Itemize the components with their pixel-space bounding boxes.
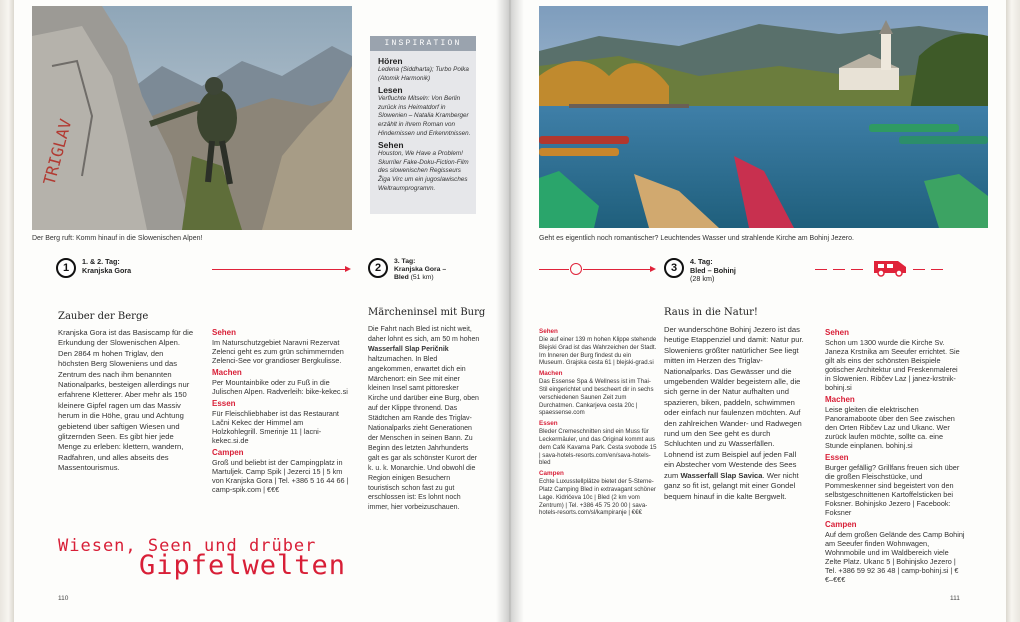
tip-11-head: Essen (825, 453, 849, 462)
page-number-right: 111 (950, 595, 960, 602)
route-dash-2 (833, 269, 845, 270)
inspiration-text-listen: Ledena (Siddharta); Turbo Polka (Atomik Harmonik) (378, 66, 469, 82)
tip-2-head: Machen (212, 368, 242, 377)
route-line-1 (212, 269, 346, 270)
tour-2-route: Kranjska Gora – (394, 266, 447, 273)
tip-7-text: Bleder Cremeschnitten sind ein Muss für Leckermäuler, und das Original kommt aus dem Café Kavarna Park. Cesta svobode 15 | sava-hotels-resorts.com/en/sava-hotels-bled (539, 428, 657, 467)
tip-6-text: Das Essense Spa & Wellness ist im Thai-Stil eingerichtet und bescheert dir in sechs verschiedenen Saunen Zeit zum Durchatmen. Cankarjeva cesta 20c | spaessense.com (539, 378, 654, 417)
tip-6-head: Machen (539, 370, 563, 378)
tip-10-text: Leise gleiten die elektrischen Panoramaboote über den See zwischen den Orten Ribčev Laz und Ukanc. Wer zurück laufen möchte, sollte ca. eine Stunde einplanen. bohinj.si (825, 405, 955, 450)
rock-painting-text: TRIGLAV (39, 116, 76, 188)
tip-10-head: Machen (825, 395, 855, 404)
tour-3-distance: (28 km) (690, 274, 715, 284)
tip-4-head: Campen (212, 448, 244, 457)
tour-2-dest: Bled (394, 274, 409, 281)
tour-2-day: 3. Tag: (394, 258, 416, 265)
tour-1-place: Kranjska Gora (82, 265, 132, 275)
route-line-2a (539, 269, 569, 270)
tip-8-text: Echte Luxusstellplätze bietet der 5-Sterne-Platz Camping Bled in extravagant schöner Lage. Kidričeva 10c | Bled (2 km vom Zentrum) | Tel. +386 45 75 20 00 | sava-hotels-resorts.com/sl/kampiranje | €€€ (539, 478, 656, 517)
tips-column-3 (825, 328, 965, 584)
tip-2-text: Per Mountainbike oder zu Fuß in die Julischen Alpen. Radverleih: bike-kekec.si (212, 378, 348, 396)
inspiration-heading-read: Lesen (378, 85, 403, 96)
tip-12-text: Auf dem großen Gelände des Camp Bohinj am Seeufer finden Wohnwagen, Wohnmobile und im Waldbereich viele Zelte Platz. Ukanc 5 | Bohinjsko Jezero | Tel. +386 59 92 36 48 | camp-bohinj.si | €€–€€€ (825, 530, 965, 584)
natur-text-b: . Wer nicht ganz so fit ist, gelangt mit einer Gondel bequem hinauf in die kalte Bergwelt. (664, 470, 799, 501)
inspiration-text-watch: Houston, We Have a Problem! Skurriler Fake-Doku-Fiction-Film des slowenischen Regisseurs Žiga Virc um ein jugoslawisches Weltraumprogramm. (378, 150, 469, 192)
inspiration-box (370, 36, 476, 214)
route-dash-5 (931, 269, 943, 270)
inspiration-heading-listen: Hören (378, 56, 403, 66)
route-dash-4 (913, 269, 925, 270)
tip-5-text: Die auf einer 139 m hohen Klippe stehende Blejski Grad ist das Wahrzeichen der Stadt. Im Inneren der Burg findest du ein Museum. Grajska cesta 61 | blejski-grad.si (539, 336, 657, 367)
section-text-maerchen (368, 325, 480, 513)
maerchen-bold: Wasserfall Slap Peričnik (368, 345, 449, 353)
route-line-2b (583, 269, 651, 270)
maerchen-text-b: haltzumachen. In Bled angekommen, erwartet dich ein Märchenort: ein See mit einer kleinen Insel samt pittoresker Kirche und darüber eine Burg, oben auf der Klippe thronend. Das Städtchen am Rande des Triglav-Nationalparks zieht Generationen der Menschen in seinen Bann. Zu Beginn des letzten Jahrhunderts galt es gar als schönster Kurort der k. u. k. Monarchie. Und obwohl die Region einigen Besuchern touristisch schon fast zu gut erschlossen ist: Es lohnt noch immer, hier vorbeizuschauen. (368, 355, 479, 512)
inspiration-text-read: Verfluchte Mitseln: Von Berlin zurück ins Heimatdorf in Slowenien – Natalia Kramberger erzählt in ihrem Roman von Hindernissen und Erkenntnissen. (378, 95, 471, 137)
tour-stop-3 (664, 258, 736, 284)
route-arrow-2 (650, 266, 656, 272)
route-waypoint-icon (569, 262, 583, 276)
tour-stop-1 (56, 258, 131, 278)
tip-9-text: Schon um 1300 wurde die Kirche Sv. Janeza Krstnika am Seeufer errichtet. Sie gilt als eins der schönsten Beispiele gotischer Architektur und Freskenmalerei in Slowenien. Ribčev Laz | janez-krstnik-bohinj.si (825, 338, 960, 392)
tips-column-1 (212, 328, 350, 494)
book-edge-left (0, 0, 14, 622)
big-title-line-1: Wiesen, Seen und drüber (58, 536, 317, 556)
lake-bohinj-photo (539, 6, 988, 228)
tip-1-head: Sehen (212, 328, 237, 337)
tour-1-day: 1. & 2. Tag: (82, 257, 120, 266)
natur-text-a: Der wunderschöne Bohinj Jezero ist das heutige Etappenziel und damit: Natur pur. Sloweniens größter natürlicher See liegt mitten im Herzen des Triglav-Nationalparks. Das Gewässer und die umgebenden Wälder begeistern alle, die sich gerne in der Natur aufhalten und spazieren, biken, paddeln, schwimmen oder einfach nur faulenzen möchten. Auf den zahlreichen Wander- und Radwegen rund um den See geht es durch Schluchten und zu Wasserfällen. Lohnend ist zum Beispiel auf jeden Fall ein Abstecher vom Westende des Sees zum (664, 325, 804, 480)
section-title-natur: Raus in die Natur! (664, 307, 758, 318)
tip-11-text: Burger gefällig? Grillfans freuen sich über die großen Fleischstücke, und Pommeskenner sind begeistert von den selbstgeschnittenen Kartoffelsticken bei Foksner. Bohinjsko Jezero | Facebook: Foksner (825, 463, 960, 517)
section-title-berge: Zauber der Berge (58, 311, 149, 322)
tour-stop-2 (368, 258, 446, 282)
tips-column-2 (539, 328, 657, 517)
tip-4-text: Groß und beliebt ist der Campingplatz in Martuljek. Camp Spik | Jezerci 15 | 5 km von Kranjska Gora | Tel. +386 5 16 44 66 | camp-spik.com | €€€ (212, 458, 349, 494)
tour-number-1: 1 (56, 258, 76, 278)
section-text-natur (664, 325, 804, 502)
left-photo-caption: Der Berg ruft: Komm hinauf in die Slowenischen Alpen! (32, 235, 203, 242)
tour-number-2: 2 (368, 258, 388, 278)
tip-3-text: Für Fleischliebhaber ist das Restaurant Lačni Kekec der Himmel am Holzkohlegrill. Smerinje 11 | lacni-kekec.si.de (212, 409, 339, 445)
tip-5-head: Sehen (539, 328, 558, 335)
maerchen-text-a: Die Fahrt nach Bled ist nicht weit, daher lohnt es sich, am 50 m hohen (368, 326, 480, 343)
inspiration-heading-watch: Sehen (378, 140, 404, 151)
natur-bold: Wasserfall Slap Savica (680, 470, 763, 480)
camper-van-icon (872, 257, 910, 277)
tip-8-head: Campen (539, 470, 564, 478)
tip-12-head: Campen (825, 520, 857, 529)
tour-3-day: 4. Tag: (690, 257, 713, 266)
right-photo-caption: Geht es eigentlich noch romantischer? Leuchtendes Wasser und strahlende Kirche am Bohinj Jezero. (539, 235, 854, 242)
tour-number-3: 3 (664, 258, 684, 278)
inspiration-title: INSPIRATION (370, 36, 476, 51)
tip-1-text: Im Naturschutzgebiet Naravni Rezervat Zelenci geht es zum grün schimmernden Zelenci-See vor grandioser Bergkulisse. (212, 338, 344, 365)
tour-2-distance: (51 km) (408, 274, 434, 281)
big-title-line-2: Gipfelwelten (139, 550, 347, 581)
tour-3-route: Bled – Bohinj (690, 265, 736, 275)
tip-3-head: Essen (212, 399, 236, 408)
tip-7-head: Essen (539, 420, 558, 428)
climber-photo (32, 6, 352, 230)
section-text-berge: Kranjska Gora ist das Basiscamp für die Erkundung der Slowenischen Alpen. Den 2864 m hohen Triglav, den höchsten Berg Sloweniens und das Zentrum des nach ihm benannten Nationalparks, besteigen allerdings nur erfahrene Kletterer. Aber mehr als 150 kleinere Gipfel ragen um das Massiv herum in die Höhe, grau und Achtung gebietend über saftigen Wiesen und glitzernden Seen. Es gibt hier jede Menge zu erleben: klettern, wandern, Radfahren, und alles abseits des Massentourismus. (58, 328, 194, 473)
page-number-left: 110 (58, 595, 69, 602)
tip-9-head: Sehen (825, 328, 850, 337)
section-title-maerchen: Märcheninsel mit Burg (368, 307, 486, 318)
route-dash-1 (815, 269, 827, 270)
route-dash-3 (851, 269, 863, 270)
route-arrow-1 (345, 266, 351, 272)
book-edge-right (1006, 0, 1020, 622)
